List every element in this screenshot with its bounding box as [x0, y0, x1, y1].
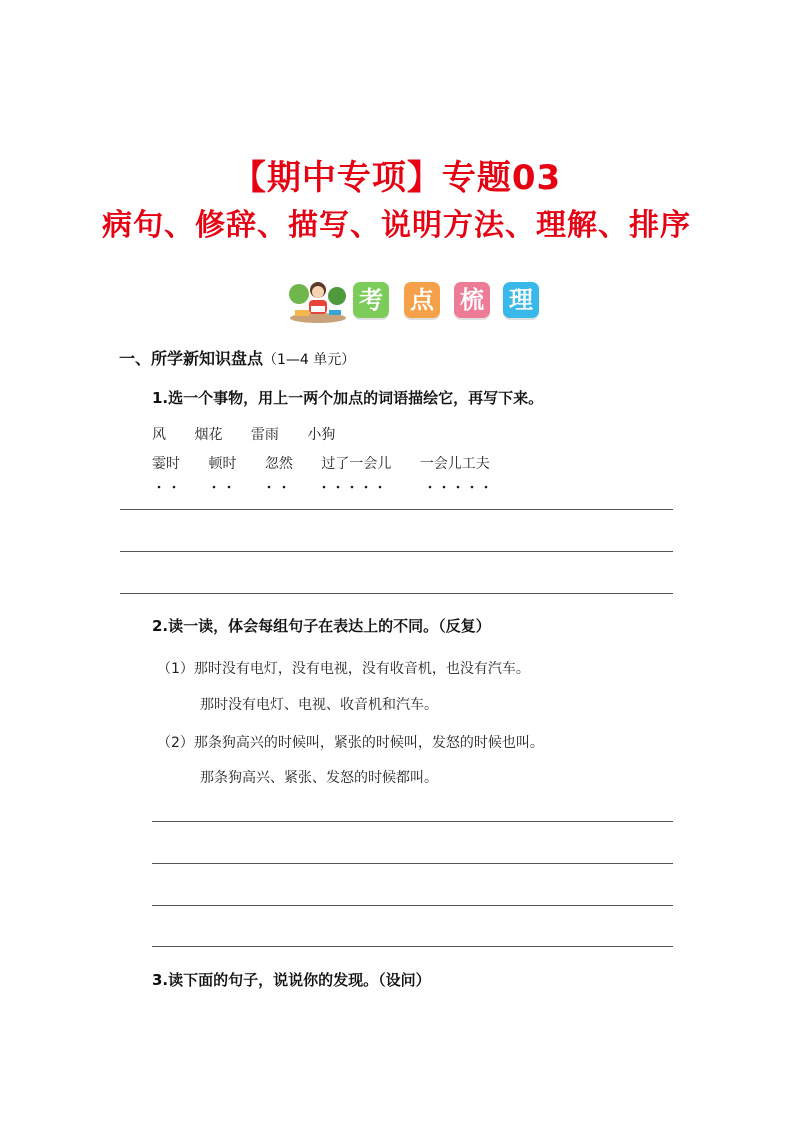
answer-line[interactable] — [152, 821, 673, 822]
dotted-word: 顿时 — [208, 456, 237, 472]
sentence-b: 那条狗高兴、紧张、发怒的时候都叫。 — [200, 770, 438, 786]
sentence-a: 那时没有电灯，没有电视，没有收音机，也没有汽车。 — [193, 661, 530, 677]
emphasis-dots — [152, 475, 512, 481]
reading-girl-illustration — [287, 276, 349, 324]
section-range: （1—4 单元） — [263, 352, 356, 368]
sentence-group-1 — [157, 658, 530, 678]
answer-line[interactable] — [152, 946, 673, 947]
emphasis-dots-svg — [152, 484, 512, 490]
page-subtitle: 病句、修辞、描写、说明方法、理解、排序 — [102, 208, 691, 243]
sentence-a: 那条狗高兴的时候叫，紧张的时候叫，发怒的时候也叫。 — [193, 735, 544, 751]
dotted-word: 过了一会儿 — [321, 456, 392, 472]
question-1-prompt: 1.选一个事物，用上一两个加点的词语描绘它，再写下来。 — [152, 389, 544, 407]
answer-line[interactable] — [120, 593, 673, 594]
banner-tile-dian: 点 — [404, 282, 440, 318]
group-number: （2） — [157, 735, 194, 751]
thing-item: 烟花 — [194, 427, 223, 443]
answer-line[interactable] — [152, 863, 673, 864]
sentence-group-2 — [157, 732, 544, 752]
dotted-word: 忽然 — [264, 456, 293, 472]
thing-item: 小狗 — [307, 427, 336, 443]
answer-line[interactable] — [152, 905, 673, 906]
banner-tile-shu: 梳 — [454, 282, 490, 318]
answer-line[interactable] — [120, 551, 673, 552]
dotted-words-list — [152, 453, 514, 473]
section-banner — [287, 276, 547, 322]
question-2-prompt: 2.读一读，体会每组句子在表达上的不同。（反复） — [152, 617, 491, 635]
dotted-word: 霎时 — [152, 456, 180, 472]
section-heading — [119, 346, 355, 369]
thing-item: 风 — [152, 427, 166, 443]
answer-line[interactable] — [120, 509, 673, 510]
page-title: 【期中专项】专题03 — [231, 158, 562, 198]
banner-tile-kao: 考 — [353, 282, 389, 318]
thing-item: 雷雨 — [250, 427, 279, 443]
sentence-b: 那时没有电灯、电视、收音机和汽车。 — [200, 697, 438, 713]
dotted-word: 一会儿工夫 — [419, 456, 490, 472]
question-3-prompt: 3.读下面的句子，说说你的发现。（设问） — [152, 971, 431, 989]
section-heading-text: 一、所学新知识盘点 — [119, 349, 264, 368]
things-list — [152, 424, 359, 444]
banner-tile-li: 理 — [503, 282, 539, 318]
group-number: （1） — [157, 661, 194, 677]
